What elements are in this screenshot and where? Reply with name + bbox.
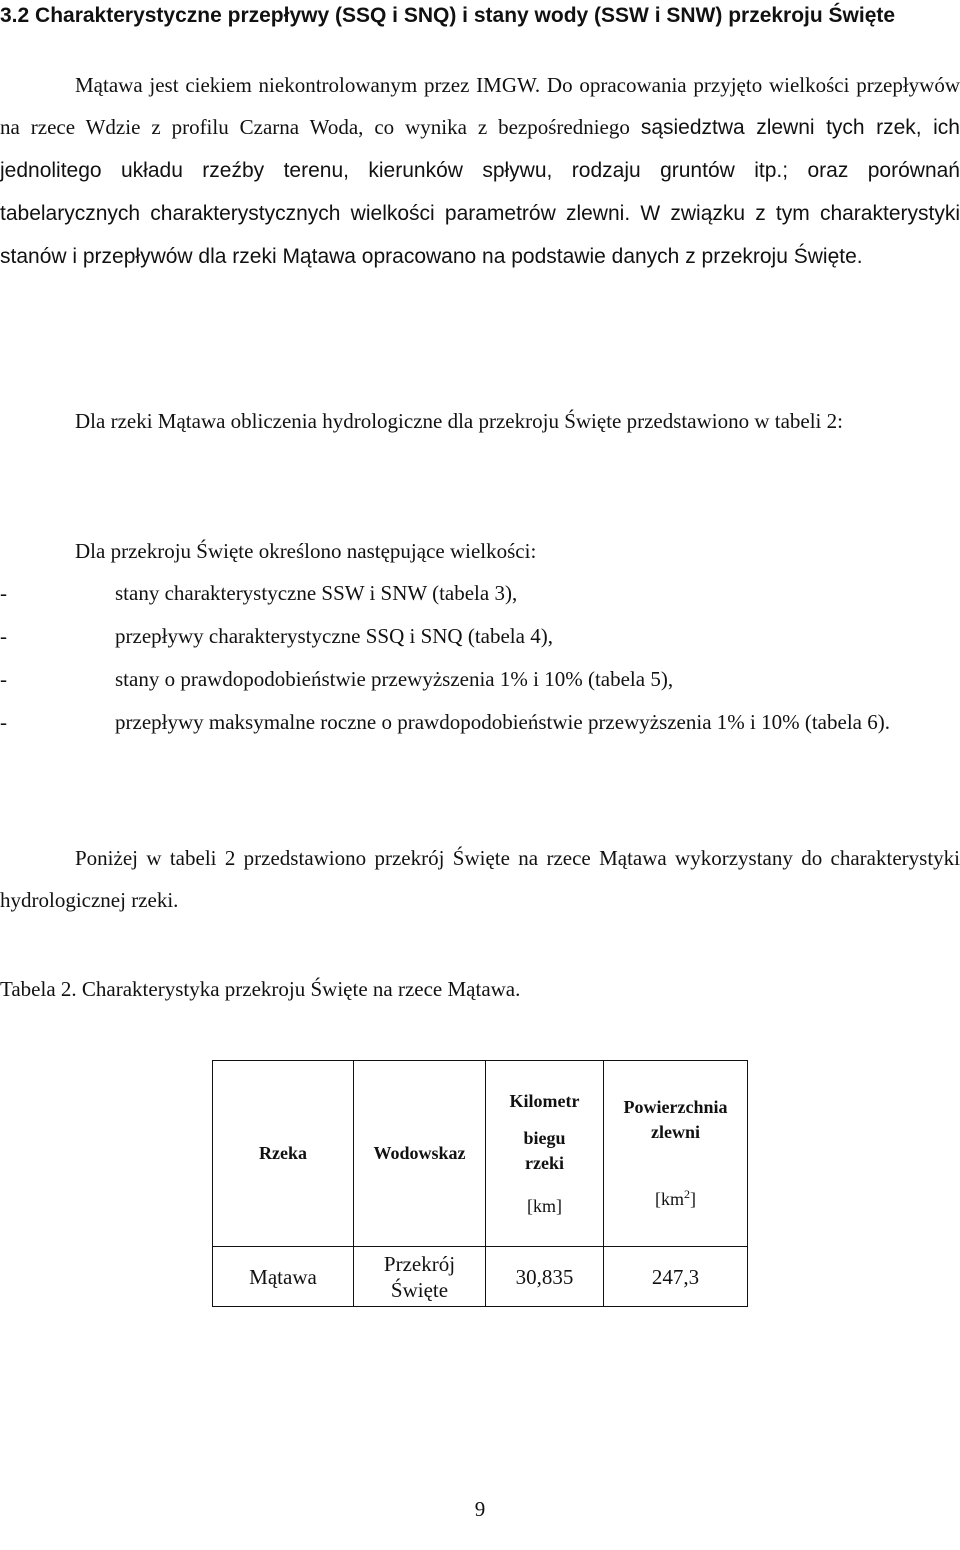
header-powierzchnia-unit [604, 1187, 747, 1212]
cell-rzeka: Mątawa [213, 1247, 354, 1307]
list-item-text: przepływy charakterystyczne SSQ i SNQ (tabela 4), [115, 624, 553, 648]
list-dash: - [0, 710, 7, 734]
list-item-text: przepływy maksymalne roczne o prawdopodobieństwie przewyższenia 1% i 10% (tabela 6). [115, 710, 890, 734]
list-item-text: stany o prawdopodobieństwie przewyższenia 1% i 10% (tabela 5), [115, 667, 674, 691]
paragraph-table-intro: Poniżej w tabeli 2 przedstawiono przekrój Święte na rzece Mątawa wykorzystany do charakterystyki hydrologicznej rzeki. [0, 846, 960, 912]
page-number: 9 [474, 1497, 486, 1521]
table-header-row [213, 1061, 748, 1247]
list-item-text: stany charakterystyczne SSW i SNW (tabela 3), [115, 581, 518, 605]
list-dash: - [0, 624, 7, 648]
paragraph-source-data-sans: sąsiedztwa zlewni tych rzek, ich jednolitego układu rzeźby terenu, kierunków spływu, rodzaju gruntów itp.; oraz porównań tabelarycznych charakterystycznych wielkości parametrów zlewni. W związku z tym charakterystyki stanów i przepływów dla rzeki Mątawa opracowano na podstawie danych z przekroju Święte. [0, 116, 960, 268]
table-caption: Tabela 2. Charakterystyka przekroju Święte na rzece Mątawa. [0, 977, 521, 1001]
cell-powierzchnia: 247,3 [604, 1247, 748, 1307]
list-item [0, 701, 960, 744]
cell-kilometr: 30,835 [486, 1247, 604, 1307]
paragraph-calculations: Dla rzeki Mątawa obliczenia hydrologiczne dla przekroju Święte przedstawiono w tabeli 2: [75, 409, 843, 433]
cell-wodowskaz [354, 1247, 486, 1307]
table-row [213, 1247, 748, 1307]
list-item [0, 615, 960, 658]
unit-base: [km [655, 1189, 684, 1209]
cell-wodowskaz-line1: Przekrój [383, 1251, 456, 1276]
paragraph-source-data [0, 64, 960, 278]
list-item [0, 572, 960, 615]
header-powierzchnia-line1: Powierzchnia [623, 1097, 728, 1117]
cell-wodowskaz-line2: Święte [390, 1277, 449, 1302]
paragraph-source-data-serif: Mątawa jest ciekiem niekontrolowanym przez IMGW. Do opracowania przyjęto wielkości przepływów na rzece Wdzie z profilu Czarna Woda, co wynika z bezpośredniego [0, 73, 960, 139]
header-kilometr-line2: biegu [523, 1127, 566, 1148]
header-kilometr-line1: Kilometr [509, 1090, 580, 1111]
section-heading: 3.2 Charakterystyczne przepływy (SSQ i SNQ) i stany wody (SSW i SNW) przekroju Święte [0, 4, 896, 27]
header-wodowskaz: Wodowskaz [354, 1061, 486, 1247]
header-powierzchnia-line2: zlewni [651, 1122, 700, 1142]
header-kilometr [486, 1061, 604, 1247]
list-item [0, 658, 960, 701]
cross-section-table [212, 1060, 748, 1307]
unit-close: ] [690, 1189, 696, 1209]
list-dash: - [0, 581, 7, 605]
quantities-list [0, 572, 960, 744]
header-powierzchnia [604, 1061, 748, 1247]
list-dash: - [0, 667, 7, 691]
unit-superscript: 2 [684, 1187, 690, 1201]
header-kilometr-line3: rzeki [525, 1152, 564, 1173]
list-intro: Dla przekroju Święte określono następujące wielkości: [75, 539, 537, 563]
header-kilometr-unit: [km] [527, 1195, 562, 1216]
header-rzeka: Rzeka [213, 1061, 354, 1247]
